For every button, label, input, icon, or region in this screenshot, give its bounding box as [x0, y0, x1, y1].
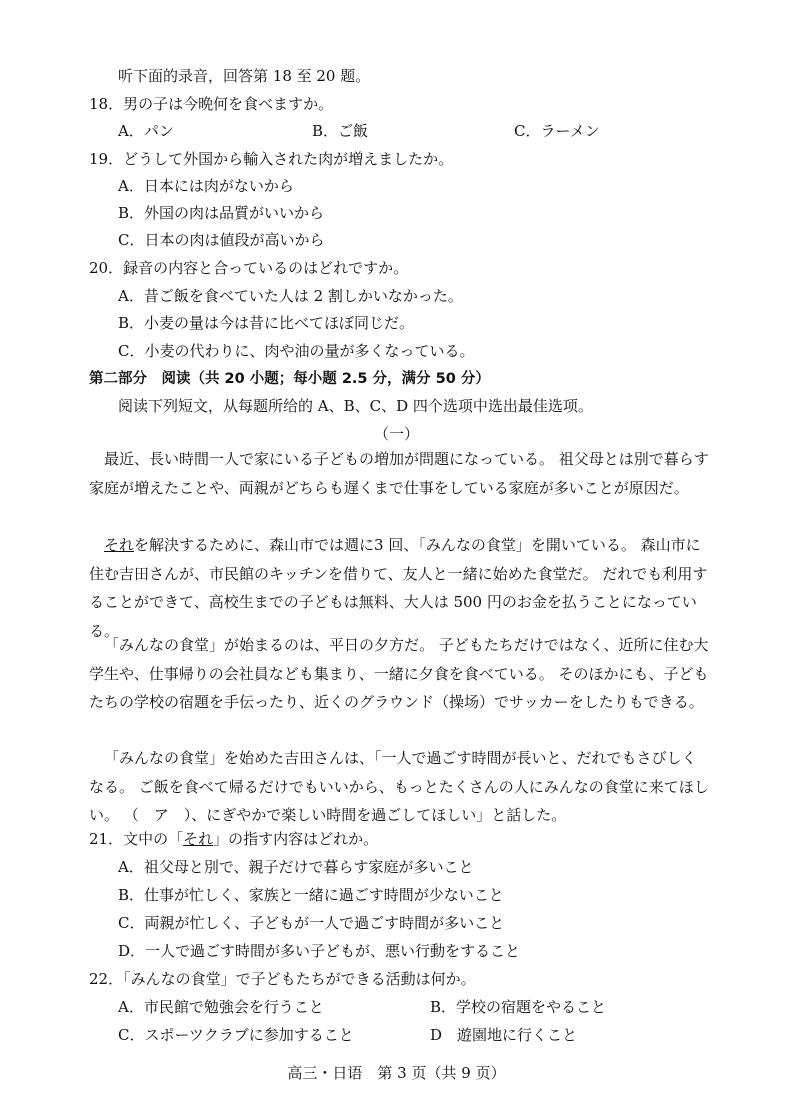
passage-paragraph-2: [89, 531, 711, 645]
question-number: 22．: [89, 970, 124, 988]
question-number: 20．: [89, 259, 124, 277]
question-text: 「みんなの食堂」で子どもたちができる活動は何か。: [123, 970, 476, 988]
option-c: C．小麦の代わりに、肉や油の量が多くなっている。: [118, 342, 475, 360]
question-text: 録音の内容と合っているのはどれですか。: [123, 259, 409, 277]
option-b: B．小麦の量は今は昔に比べてほぼ同じだ。: [118, 314, 415, 332]
question-number: 18．: [89, 95, 124, 113]
option-c: C．両親が忙しく、子どもが一人で過ごす時間が多いこと: [118, 914, 505, 932]
paragraph-text: を解決するために、森山市では週に3 回、「みんなの食堂」を開いている。 森山市に住む吉田さんが、市民館のキッチンを借りて、友人と一緒に始めた食堂だ。 だれでも利用することができて、高校生までの子どもは無料、大人は 500 円のお金を払うことになっている。: [89, 536, 708, 640]
question-20: [89, 258, 408, 278]
question-22: [89, 969, 476, 989]
option-c: C．スポーツクラブに参加すること: [118, 1026, 354, 1044]
question-19: [89, 149, 453, 169]
question-number: 19．: [89, 150, 124, 168]
page-footer: 高三・日语 第 3 页（共 9 页）: [287, 1064, 506, 1082]
option-c: C．日本の肉は値段が高いから: [118, 231, 325, 249]
question-18: [89, 94, 333, 114]
passage-paragraph-1: 最近、長い時間一人で家にいる子どもの増加が問題になっている。 祖父母とは別で暮らす家庭が増えたことや、両親がどちらも遅くまで仕事をしている家庭が多いことが原因だ。: [89, 450, 709, 497]
reading-instruction: 阅读下列短文，从每题所给的 A、B、C、D 四个选项中选出最佳选项。: [118, 397, 593, 415]
option-a: A．パン: [118, 122, 174, 140]
question-text-underlined: それ: [183, 830, 214, 848]
option-b: B．ご飯: [312, 122, 369, 140]
question-number: 21．: [89, 830, 124, 848]
option-d: D．一人で過ごす時間が多い子どもが、悪い行動をすること: [118, 942, 521, 960]
question-21: [89, 829, 378, 849]
option-b: B．学校の宿題をやること: [430, 998, 607, 1016]
passage-number: （一）: [373, 425, 419, 443]
question-text-before: 文中の「: [123, 830, 184, 848]
question-text: 男の子は今晩何を食べますか。: [123, 95, 334, 113]
section-header: 第二部分 阅读（共 20 小题；每小题 2.5 分，满分 50 分）: [89, 371, 490, 387]
underlined-word: それ: [104, 536, 135, 554]
option-a: A．祖父母と別で、親子だけで暮らす家庭が多いこと: [118, 858, 474, 876]
question-text-after: 」の指す内容はどれか。: [213, 830, 379, 848]
option-d: D 遊園地に行くこと: [430, 1026, 578, 1044]
question-text: どうして外国から輸入された肉が増えましたか。: [123, 150, 454, 168]
listening-instruction: 听下面的录音，回答第 18 至 20 题。: [118, 67, 371, 85]
passage-paragraph-4: 「みんなの食堂」を始めた吉田さんは、「一人で過ごす時間が長いと、だれでもさびしくなる。 ご飯を食べて帰るだけでもいいから、もっとたくさんの人にみんなの食堂に来てほしい。 （ ア ）、にぎやかで楽しい時間を過ごしてほしい」と話した。: [89, 749, 709, 824]
passage-paragraph-3: 「みんなの食堂」が始まるのは、平日の夕方だ。 子どもたちだけではなく、近所に住む大学生や、仕事帰りの会社員なども集まり、一緒に夕食を食べている。 そのほかにも、子どもたちの学校の宿題を手伝ったり、近くのグラウンド（操场）でサッカーをしたりもできる。: [89, 636, 709, 711]
option-c: C．ラーメン: [514, 122, 600, 140]
option-b: B．仕事が忙しく、家族と一緒に過ごす時間が少ないこと: [118, 886, 504, 904]
option-a: A．日本には肉がないから: [118, 177, 294, 195]
option-a: A．市民館で勉強会を行うこと: [118, 998, 324, 1016]
option-b: B．外国の肉は品質がいいから: [118, 204, 325, 222]
option-a: A．昔ご飯を食べていた人は 2 割しかいなかった。: [118, 287, 463, 305]
